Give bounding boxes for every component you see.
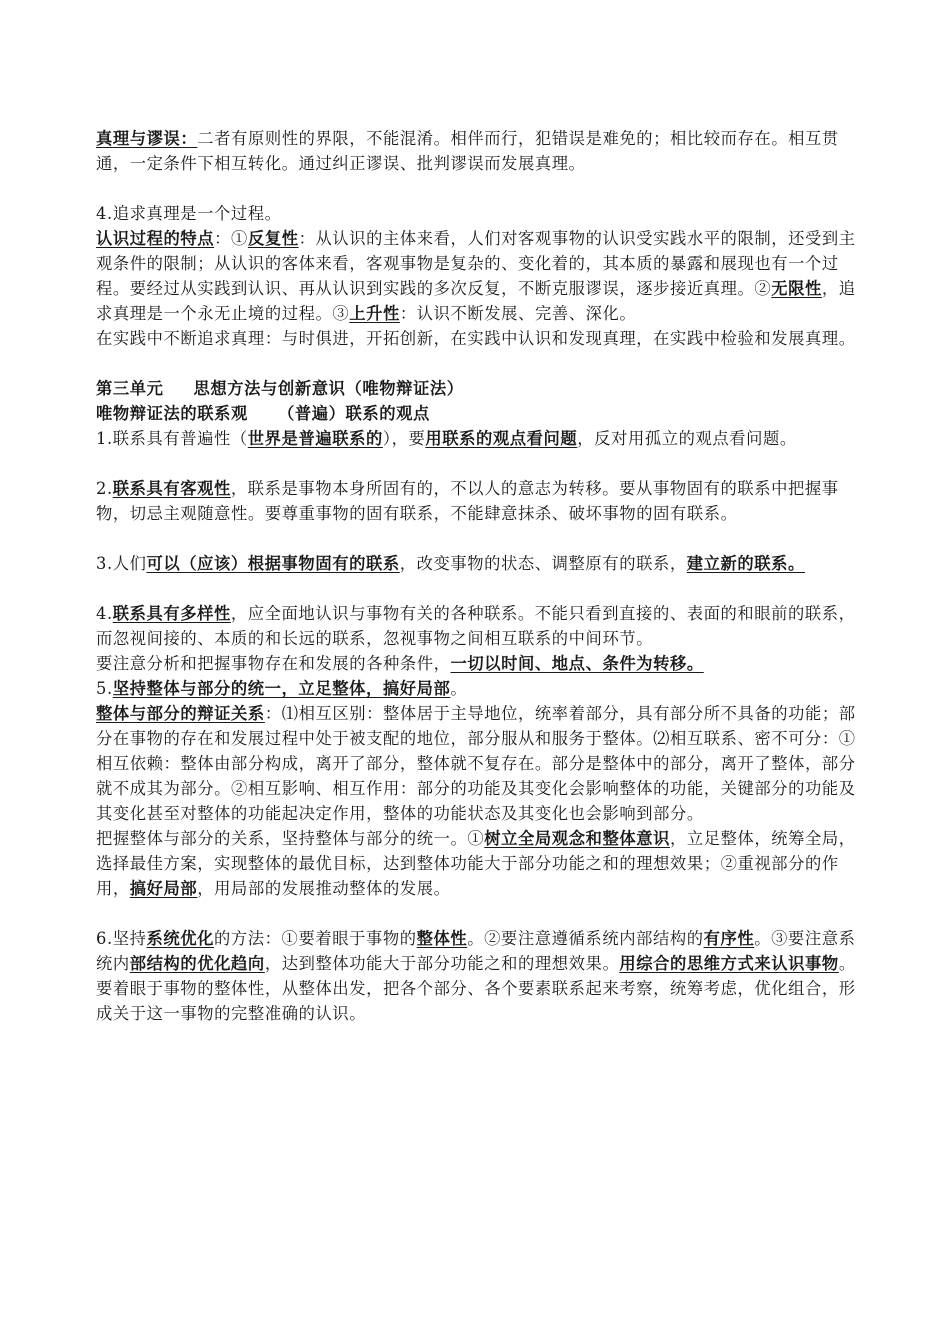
item-2-paragraph: 2.联系具有客观性，联系是事物本身所固有的，不以人的意志为转移。要从事物固有的联系中把握事物，切忌主观随意性。要尊重事物的固有联系，不能肆意抹杀、破坏事物的固有联系。: [96, 479, 839, 523]
truth-error-heading: 真理与谬误：: [96, 129, 198, 148]
keyword-infinity: 无限性: [771, 279, 822, 298]
truth-error-paragraph: 真理与谬误：二者有原则性的界限，不能混淆。相伴而行，犯错误是难免的；相比较而存在。相互贯通，一定条件下相互转化。通过纠正谬误、批判谬误而发展真理。: [96, 129, 839, 173]
item-4-paragraph: 4.联系具有多样性，应全面地认识与事物有关的各种联系。不能只看到直接的、表面的和眼前的联系，而忽视间接的、本质的和长远的联系，忽视事物之间相互联系的中间环节。: [96, 604, 856, 648]
item-1-paragraph: 1.联系具有普遍性（世界是普遍联系的），要用联系的观点看问题，反对用孤立的观点看问题。: [96, 429, 797, 448]
document-body: [96, 126, 858, 1026]
whole-part-grasp-paragraph: 把握整体与部分的关系，坚持整体与部分的统一。①树立全局观念和整体意识，立足整体，统筹全局，选择最佳方案，实现整体的最优目标，达到整体功能大于部分功能之和的理想效果；②重视部分的作用，搞好局部，用局部的发展推动整体的发展。: [96, 829, 856, 898]
keyword-ascending: 上升性: [349, 304, 400, 323]
cognition-features-heading: 认识过程的特点: [96, 229, 215, 248]
unit-subtitle: 唯物辩证法的联系观 （普遍）联系的观点: [96, 404, 430, 423]
pursue-truth-paragraph: 在实践中不断追求真理：与时俱进，开拓创新，在实践中认识和发现真理，在实践中检验和发展真理。: [96, 329, 856, 348]
item-4-conditions: 要注意分析和把握事物存在和发展的各种条件，一切以时间、地点、条件为转移。: [96, 654, 704, 673]
item-3-paragraph: 3.人们可以（应该）根据事物固有的联系，改变事物的状态、调整原有的联系，建立新的联系。: [96, 554, 805, 573]
item-6-paragraph: 6.坚持系统优化的方法：①要着眼于事物的整体性。②要注意遵循系统内部结构的有序性。③要注意系统内部结构的优化趋向，达到整体功能大于部分功能之和的理想效果。用综合的思维方式来认识事物。要着眼于事物的整体性，从整体出发，把各个部分、各个要素联系起来考察，统筹考虑，优化组合，形成关于这一事物的完整准确的认识。: [96, 929, 856, 1023]
unit-title: 第三单元 思想方法与创新意识（唯物辩证法）: [96, 379, 464, 398]
keyword-repetitiveness: 反复性: [247, 229, 299, 248]
whole-part-relation-paragraph: 整体与部分的辩证关系：⑴相互区别：整体居于主导地位，统率着部分，具有部分所不具备的功能；部分在事物的存在和发展过程中处于被支配的地位，部分服从和服务于整体。⑵相互联系、密不可分：①相互依赖：整体由部分构成，离开了部分，整体就不复存在。部分是整体中的部分，离开了整体，部分就不成其为部分。②相互影响、相互作用：部分的功能及其变化会影响整体的功能，关键部分的功能及其变化甚至对整体的功能起决定作用，整体的功能状态及其变化也会影响到部分。: [96, 704, 856, 823]
section-4-title: 4.追求真理是一个过程。: [96, 204, 282, 223]
cognition-features-paragraph: 认识过程的特点：①反复性：从认识的主体来看，人们对客观事物的认识受实践水平的限制，还受到主观条件的限制；从认识的客体来看，客观事物是复杂的、变化着的，其本质的暴露和展现也有一个过程。要经过从实践到认识、再从认识到实践的多次反复，不断克服谬误，逐步接近真理。②无限性，追求真理是一个永无止境的过程。③上升性：认识不断发展、完善、深化。: [96, 229, 856, 323]
item-5-title: 5.坚持整体与部分的统一，立足整体，搞好局部。: [96, 679, 468, 698]
